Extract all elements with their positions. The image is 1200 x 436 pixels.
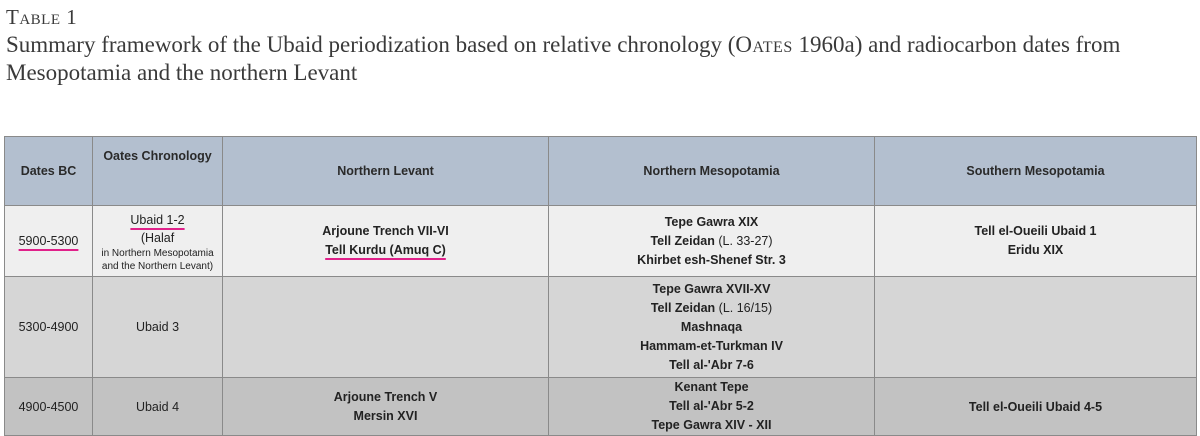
cell-oates: Ubaid 4	[93, 378, 223, 436]
table-row	[5, 206, 1197, 277]
cell-oates: Ubaid 3	[93, 277, 223, 378]
site-entry: Tepe Gawra XIV - XII	[651, 418, 772, 432]
site-entry: Tell al-'Abr 7-6	[669, 357, 754, 372]
cell-dates	[5, 206, 93, 277]
header-southern-mesopotamia: Southern Mesopotamia	[875, 137, 1197, 206]
table-row	[5, 277, 1197, 378]
title-part-2: 1960a) and radiocarbon dates from Mesopotamia and the northern Levant	[6, 32, 1121, 85]
header-dates: Dates BC	[5, 137, 93, 206]
site-entry: Tepe Gawra XIX	[664, 214, 759, 229]
site-entry: Arjoune Trench VII-VI	[322, 224, 449, 238]
header-northern-mesopotamia: Northern Mesopotamia	[549, 137, 875, 206]
cell-oates	[93, 206, 223, 277]
cell-dates: 5300-4900	[5, 277, 93, 378]
cell-southern-mesopotamia	[875, 277, 1197, 378]
site-entry: Khirbet esh-Shenef Str. 3	[637, 252, 786, 267]
cell-northern-mesopotamia	[549, 378, 875, 436]
cell-southern-mesopotamia: Tell el-Oueili Ubaid 4-5	[875, 378, 1197, 436]
cell-northern-mesopotamia	[549, 277, 875, 378]
site-entry: Tell Zeidan	[650, 300, 716, 315]
cell-dates: 4900-4500	[5, 378, 93, 436]
cell-northern-levant	[223, 206, 549, 277]
site-entry: Mashnaqa	[680, 319, 743, 334]
site-entry: Kenant Tepe	[674, 380, 749, 394]
site-entry: Arjoune Trench V	[333, 389, 438, 404]
ubaid-periodization-table	[4, 136, 1197, 436]
site-entry: Hammam-et-Turkman IV	[640, 338, 783, 353]
site-note: (L. 33-27)	[718, 233, 773, 248]
header-northern-levant: Northern Levant	[223, 137, 549, 206]
oates-main: Ubaid 1-2	[130, 212, 185, 227]
oates-sub-2: in Northern Mesopotamia	[101, 247, 214, 259]
site-entry: Tell al-'Abr 5-2	[669, 399, 754, 413]
title-author: Oates	[735, 32, 793, 57]
site-entry: Tell Kurdu (Amuq C)	[325, 243, 446, 257]
table-title	[6, 31, 1196, 87]
table-caption	[6, 4, 1196, 87]
cell-northern-mesopotamia	[549, 206, 875, 277]
header-row	[5, 137, 1197, 206]
oates-sub-1: (Halaf	[140, 230, 175, 245]
table-row	[5, 378, 1197, 436]
header-oates-chronology: Oates Chronology	[93, 137, 223, 206]
cell-southern-mesopotamia	[875, 206, 1197, 277]
site-entry: Tell el-Oueili Ubaid 1	[974, 224, 1097, 238]
dates-value: 5900-5300	[18, 234, 79, 248]
oates-sub-3: and the Northern Levant)	[101, 260, 214, 272]
site-entry: Tell Zeidan	[650, 233, 715, 248]
cell-northern-levant	[223, 378, 549, 436]
site-entry: Mersin XVI	[353, 408, 418, 423]
site-entry: Eridu XIX	[1007, 243, 1064, 257]
cell-northern-levant	[223, 277, 549, 378]
site-entry: Tepe Gawra XVII-XV	[652, 281, 771, 296]
table-label: Table 1	[6, 5, 78, 29]
site-note: (L. 16/15)	[718, 300, 773, 315]
title-part-1: Summary framework of the Ubaid periodization based on relative chronology (	[6, 32, 736, 57]
